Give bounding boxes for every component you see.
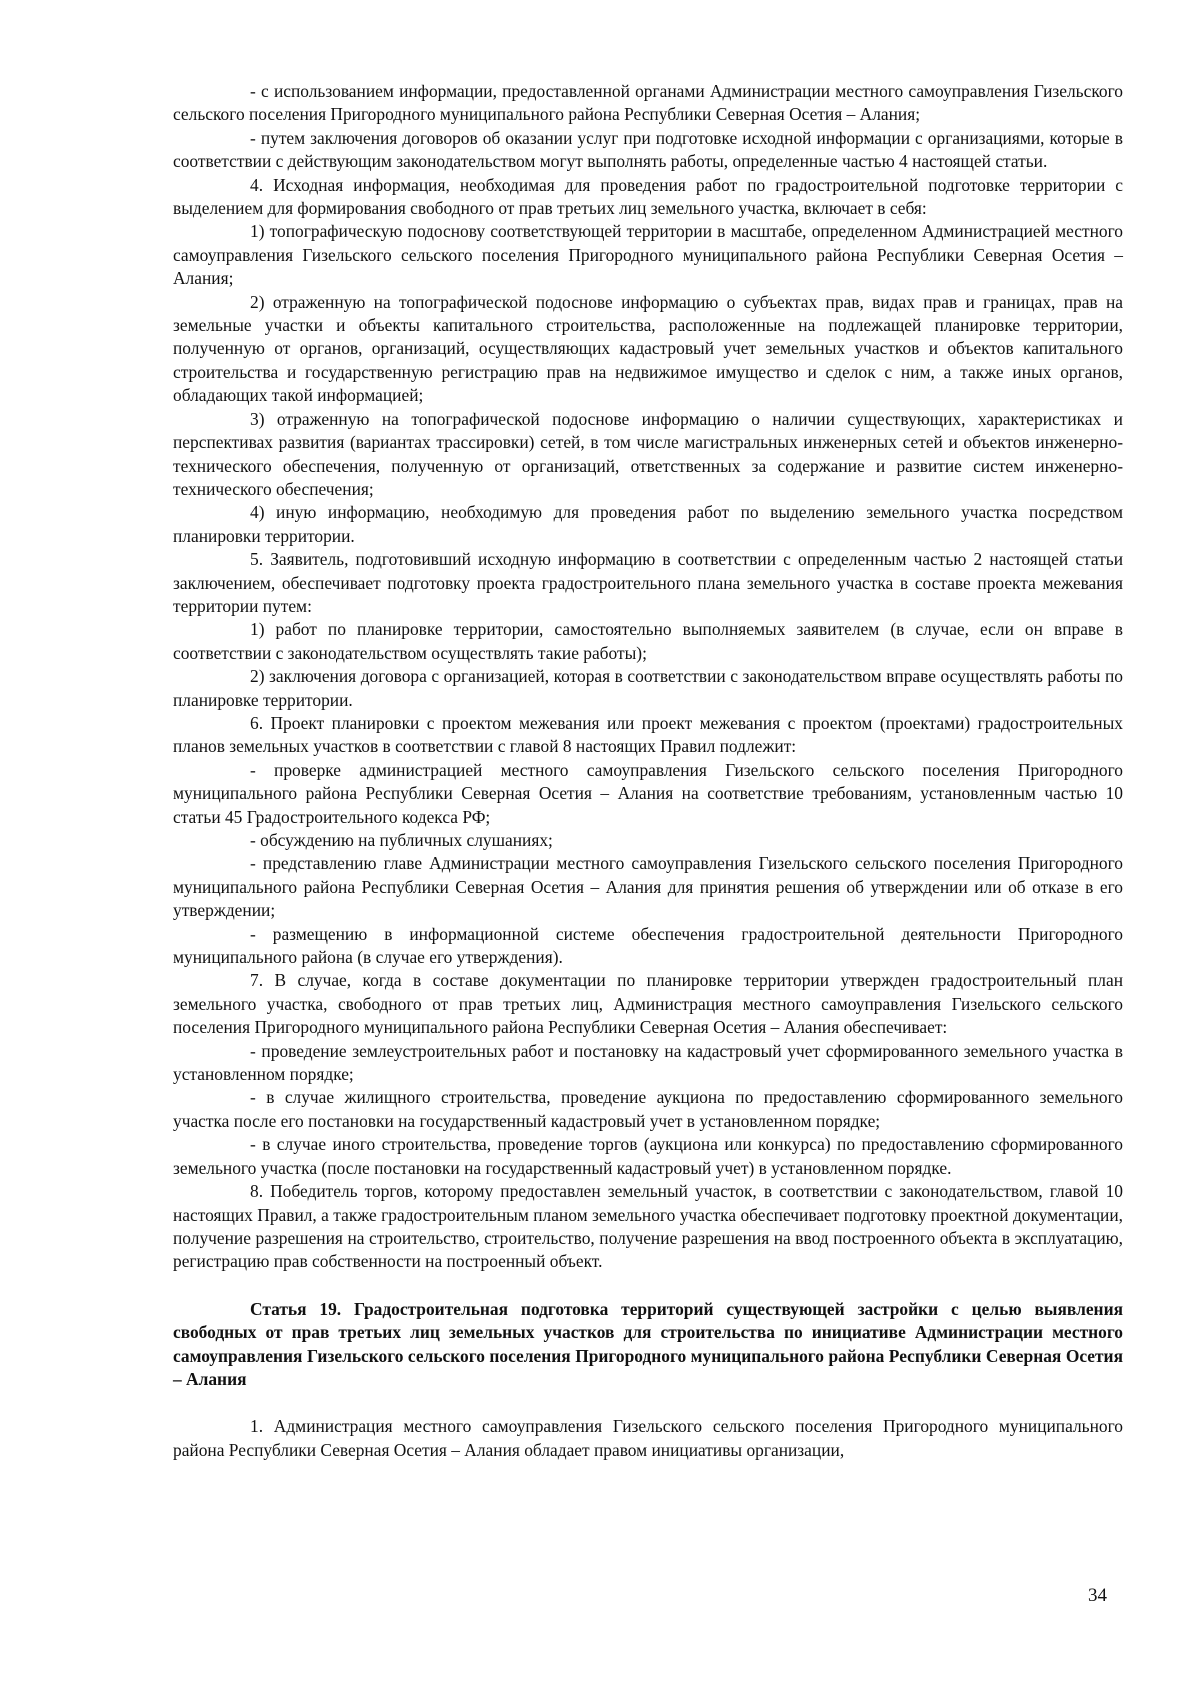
- paragraph: 2) заключения договора с организацией, которая в соответствии с законодательством вправе осуществлять работы по планировке территории.: [173, 666, 1123, 710]
- paragraph: 1) работ по планировке территории, самостоятельно выполняемых заявителем (в случае, если он вправе в соответствии с законодательством осуществлять такие работы);: [173, 619, 1123, 663]
- paragraph: 6. Проект планировки с проектом межевания или проект межевания с проектом (проектами) градостроительных планов земельных участков в соответствии с главой 8 настоящих Правил подлежит:: [173, 712, 1123, 757]
- paragraph: - в случае иного строительства, проведение торгов (аукциона или конкурса) по предоставлению сформированного земельного участка (после постановки на государственный кадастровый учет) в установленном порядке.: [173, 1134, 1123, 1178]
- page-number: 34: [1088, 1585, 1107, 1606]
- paragraph: 1) топографическую подоснову соответствующей территории в масштабе, определенном Администрацией местного самоуправления Гизельского сельского поселения Пригородного муниципального района Республики Северная Осетия – Алания;: [173, 221, 1123, 289]
- paragraph: 5. Заявитель, подготовивший исходную информацию в соответствии с определенным частью 2 настоящей статьи заключением, обеспечивает подготовку проекта градостроительного плана земельного участка в составе проекта межевания территории путем:: [173, 549, 1123, 616]
- paragraph: - с использованием информации, предоставленной органами Администрации местного самоуправления Гизельского сельского поселения Пригородного муниципального района Республики Северная Осетия – Алания;: [173, 81, 1123, 125]
- paragraph: - в случае жилищного строительства, проведение аукциона по предоставлению сформированного земельного участка после его постановки на государственный кадастровый учет в установленном порядке;: [173, 1087, 1123, 1131]
- paragraph: - проверке администрацией местного самоуправления Гизельского сельского поселения Пригородного муниципального района Республики Северная Осетия – Алания на соответствие требованиям, установленным частью 10 статьи 45 Градостроительного кодекса РФ;: [173, 759, 1123, 827]
- paragraph: 3) отраженную на топографической подоснове информацию о наличии существующих, характеристиках и перспективах развития (вариантах трассировки) сетей, в том числе магистральных инженерных сетей и объектов инженерно-технического обеспечения, полученную от организаций, ответственных за содержание и развитие систем инженерно-технического обеспечения;: [173, 408, 1123, 499]
- document-page: [173, 80, 1123, 1462]
- article-body-section: [173, 1415, 1123, 1462]
- paragraph: - представлению главе Администрации местного самоуправления Гизельского сельского поселения Пригородного муниципального района Республики Северная Осетия – Алания для принятия решения об утверждении или об отказе в его утверждении;: [173, 853, 1123, 921]
- paragraph: - обсуждению на публичных слушаниях;: [250, 830, 553, 850]
- article-heading: Статья 19. Градостроительная подготовка территорий существующей застройки с целью выявления свободных от прав третьих лиц земельных участков для строительства по инициативе Администрации местного самоуправления Гизельского сельского поселения Пригородного муниципального района Республики Северная Осетия – Алания: [173, 1298, 1123, 1389]
- paragraph: 4) иную информацию, необходимую для проведения работ по выделению земельного участка посредством планировки территории.: [173, 502, 1123, 546]
- paragraph: 4. Исходная информация, необходимая для проведения работ по градостроительной подготовке территории с выделением для формирования свободного от прав третьих лиц земельного участка, включает в себя:: [173, 174, 1123, 219]
- paragraph: - размещению в информационной системе обеспечения градостроительной деятельности Пригородного муниципального района (в случае его утверждения).: [173, 923, 1123, 968]
- paragraph: - путем заключения договоров об оказании услуг при подготовке исходной информации с организациями, которые в соответствии с действующим законодательством могут выполнять работы, определенные частью 4 настоящей статьи.: [173, 127, 1123, 172]
- body-text-section: [173, 80, 1123, 1274]
- paragraph: 2) отраженную на топографической подоснове информацию о субъектах прав, видах прав и границах, прав на земельные участки и объекты капитального строительства, расположенные на подлежащей планировке территории, полученную от органов, организаций, осуществляющих кадастровый учет земельных участков и объектов капитального строительства и государственную регистрацию прав на недвижимое имущество и сделок с ним, а также иных органов, обладающих такой информацией;: [173, 291, 1123, 406]
- paragraph: - проведение землеустроительных работ и постановку на кадастровый учет сформированного земельного участка в установленном порядке;: [173, 1040, 1123, 1085]
- paragraph: 1. Администрация местного самоуправления Гизельского сельского поселения Пригородного муниципального района Республики Северная Осетия – Алания обладает правом инициативы организации,: [173, 1416, 1123, 1460]
- paragraph: 8. Победитель торгов, которому предоставлен земельный участок, в соответствии с законодательством, главой 10 настоящих Правил, а также градостроительным планом земельного участка обеспечивает подготовку проектной документации, получение разрешения на строительство, строительство, получение разрешения на ввод построенного объекта в эксплуатацию, регистрацию прав собственности на построенный объект.: [173, 1181, 1123, 1272]
- paragraph: 7. В случае, когда в составе документации по планировке территории утвержден градостроительный план земельного участка, свободного от прав третьих лиц, Администрация местного самоуправления Гизельского сельского поселения Пригородного муниципального района Республики Северная Осетия – Алания обеспечивает:: [173, 970, 1123, 1038]
